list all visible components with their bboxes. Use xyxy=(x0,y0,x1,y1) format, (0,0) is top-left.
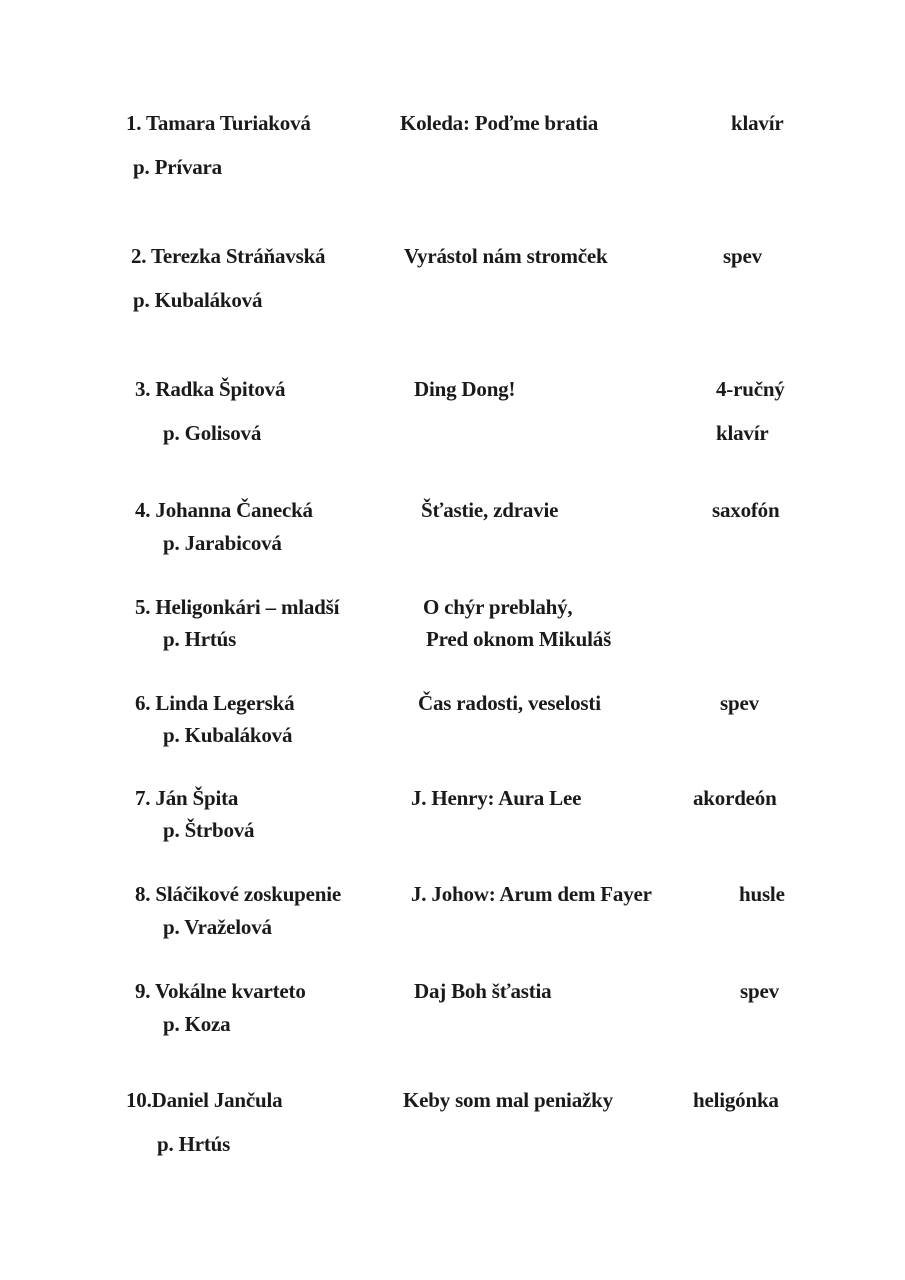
performer-name: 9. Vokálne kvarteto xyxy=(135,979,306,1003)
performer-name: 2. Terezka Stráňavská xyxy=(131,244,326,268)
piece-title: Keby som mal peniažky xyxy=(403,1088,613,1112)
instrument: spev xyxy=(723,244,762,268)
teacher-name: p. Štrbová xyxy=(163,818,255,842)
teacher-name: p. Hrtús xyxy=(157,1132,231,1156)
performer-name: 8. Sláčikové zoskupenie xyxy=(135,882,342,906)
instrument: heligónka xyxy=(693,1088,779,1112)
performer-name: 5. Heligonkári – mladší xyxy=(135,595,340,619)
piece-title: Vyrástol nám stromček xyxy=(404,244,608,268)
performer-name: 4. Johanna Čanecká xyxy=(135,498,313,522)
teacher-name: p. Koza xyxy=(163,1012,231,1036)
piece-title: J. Johow: Arum dem Fayer xyxy=(411,882,652,906)
performer-name: 3. Radka Špitová xyxy=(135,377,286,401)
performer-name: 10.Daniel Jančula xyxy=(126,1088,283,1112)
performer-name: 6. Linda Legerská xyxy=(135,691,295,715)
instrument: husle xyxy=(739,882,785,906)
teacher-name: p. Kubaláková xyxy=(133,288,263,312)
performer-name: 1. Tamara Turiaková xyxy=(126,111,311,135)
piece-title: Koleda: Poďme bratia xyxy=(400,111,599,135)
teacher-name: p. Vraželová xyxy=(163,915,272,939)
piece-title: Čas radosti, veselosti xyxy=(418,691,601,715)
instrument-line-2: klavír xyxy=(716,421,769,445)
teacher-name: p. Jarabicová xyxy=(163,531,282,555)
piece-title: J. Henry: Aura Lee xyxy=(411,786,582,810)
piece-title: O chýr preblahý, xyxy=(423,595,573,619)
instrument: akordeón xyxy=(693,786,777,810)
teacher-name: p. Kubaláková xyxy=(163,723,293,747)
piece-title-line-2: Pred oknom Mikuláš xyxy=(426,627,612,651)
instrument: spev xyxy=(740,979,779,1003)
instrument: 4-ručný xyxy=(716,377,785,401)
piece-title: Šťastie, zdravie xyxy=(421,498,559,522)
instrument: saxofón xyxy=(712,498,780,522)
instrument: klavír xyxy=(731,111,784,135)
teacher-name: p. Prívara xyxy=(133,155,222,179)
piece-title: Daj Boh šťastia xyxy=(414,979,552,1003)
performer-name: 7. Ján Špita xyxy=(135,786,239,810)
piece-title: Ding Dong! xyxy=(414,377,516,401)
instrument: spev xyxy=(720,691,759,715)
teacher-name: p. Golisová xyxy=(163,421,262,445)
teacher-name: p. Hrtús xyxy=(163,627,237,651)
